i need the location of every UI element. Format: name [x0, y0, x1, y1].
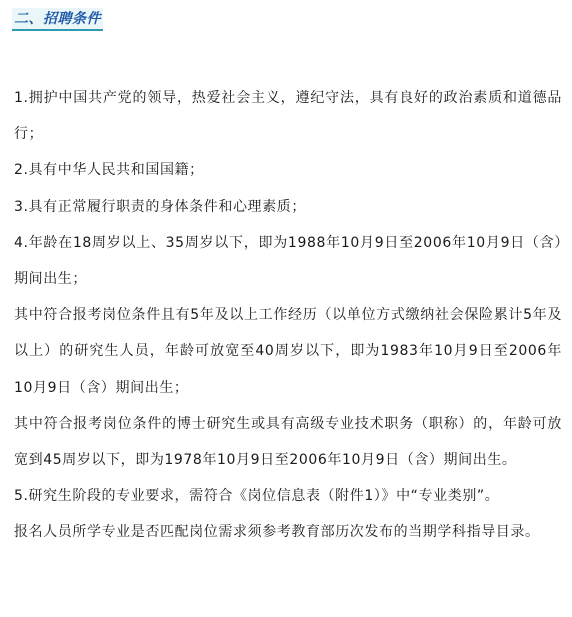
- condition-2-paragraph: 2.具有中华人民共和国国籍；: [14, 162, 204, 179]
- condition-4-paragraph: 4.年龄在18周岁以上、35周岁以下，即为1988年10月9日至2006年10月9日（含）期间出生；: [14, 234, 562, 288]
- recruitment-conditions-text: [14, 80, 562, 551]
- condition-3-paragraph: 3.具有正常履行职责的身体条件和心理素质；: [14, 198, 306, 215]
- major-matching-note-paragraph: 报名人员所学专业是否匹配岗位需求须参考教育部历次发布的当期学科指导目录。: [14, 524, 540, 541]
- condition-5-paragraph: 5.研究生阶段的专业要求，需符合《岗位信息表（附件1）》中“专业类别”。: [14, 488, 500, 505]
- age-exception-doctoral-paragraph: 其中符合报考岗位条件的博士研究生或具有高级专业技术职务（职称）的，年龄可放宽到45周岁以下，即为1978年10月9日至2006年10月9日（含）期间出生。: [14, 415, 562, 469]
- age-exception-postgraduate-paragraph: 其中符合报考岗位条件且有5年及以上工作经历（以单位方式缴纳社会保险累计5年及以上）的研究生人员，年龄可放宽至40周岁以下，即为1983年10月9日至2006年10月9日（含）期间出生；: [14, 307, 562, 396]
- condition-1-paragraph: 1.拥护中国共产党的领导，热爱社会主义，遵纪守法，具有良好的政治素质和道德品行；: [14, 90, 562, 143]
- section-heading: 二、招聘条件: [12, 8, 103, 31]
